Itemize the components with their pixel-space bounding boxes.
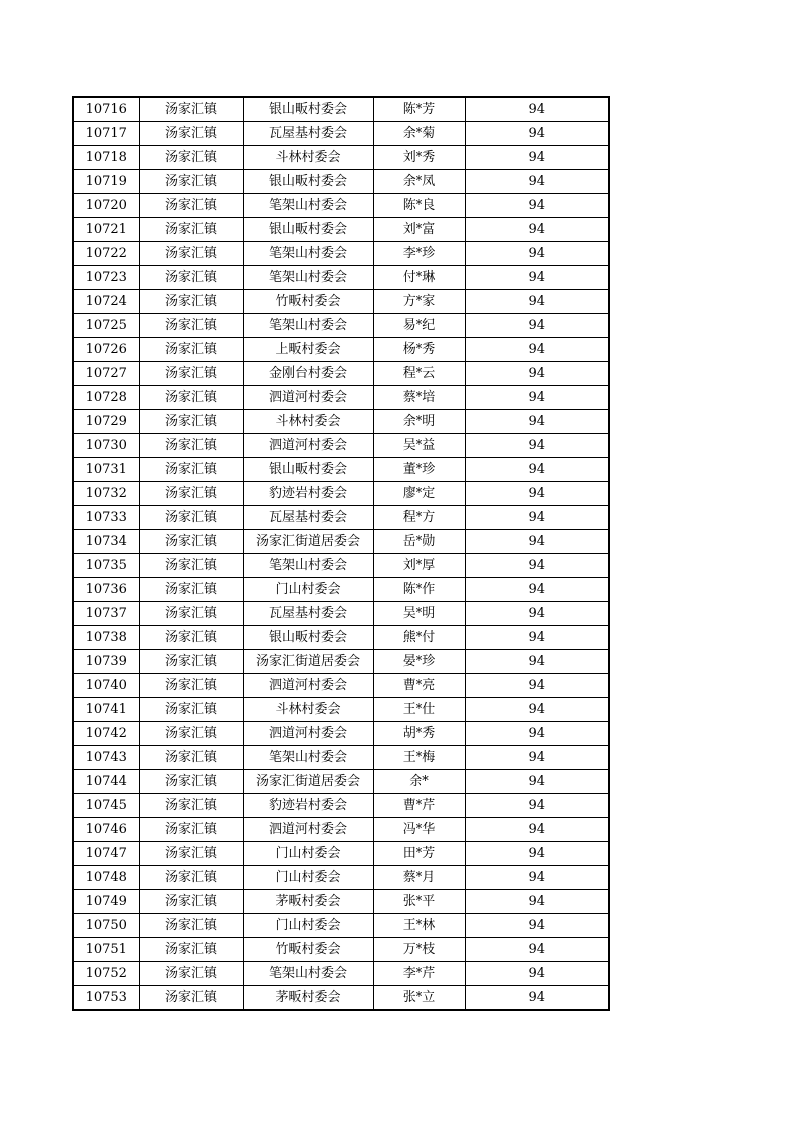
- table-row: [73, 434, 609, 458]
- cell-town: 汤家汇镇: [139, 458, 243, 482]
- cell-name: 田*芳: [373, 842, 465, 866]
- cell-village: 瓦屋基村委会: [243, 122, 373, 146]
- cell-village: 泗道河村委会: [243, 434, 373, 458]
- cell-id: 10743: [73, 746, 139, 770]
- cell-score: 94: [465, 218, 609, 242]
- cell-name: 曹*芹: [373, 794, 465, 818]
- cell-score: 94: [465, 578, 609, 602]
- cell-score: 94: [465, 986, 609, 1011]
- cell-town: 汤家汇镇: [139, 698, 243, 722]
- table-row: [73, 602, 609, 626]
- cell-town: 汤家汇镇: [139, 554, 243, 578]
- cell-score: 94: [465, 746, 609, 770]
- cell-town: 汤家汇镇: [139, 194, 243, 218]
- cell-score: 94: [465, 146, 609, 170]
- cell-id: 10719: [73, 170, 139, 194]
- cell-name: 熊*付: [373, 626, 465, 650]
- cell-id: 10745: [73, 794, 139, 818]
- table-row: [73, 554, 609, 578]
- table-row: [73, 722, 609, 746]
- cell-id: 10739: [73, 650, 139, 674]
- cell-village: 笔架山村委会: [243, 962, 373, 986]
- cell-village: 银山畈村委会: [243, 97, 373, 122]
- cell-id: 10727: [73, 362, 139, 386]
- cell-town: 汤家汇镇: [139, 410, 243, 434]
- cell-village: 汤家汇街道居委会: [243, 530, 373, 554]
- table-row: [73, 890, 609, 914]
- cell-town: 汤家汇镇: [139, 242, 243, 266]
- table-row: [73, 962, 609, 986]
- cell-town: 汤家汇镇: [139, 674, 243, 698]
- cell-score: 94: [465, 770, 609, 794]
- cell-village: 泗道河村委会: [243, 674, 373, 698]
- table-row: [73, 170, 609, 194]
- cell-town: 汤家汇镇: [139, 746, 243, 770]
- cell-name: 岳*勋: [373, 530, 465, 554]
- cell-id: 10723: [73, 266, 139, 290]
- table-row: [73, 770, 609, 794]
- cell-name: 刘*秀: [373, 146, 465, 170]
- cell-id: 10728: [73, 386, 139, 410]
- cell-name: 余*: [373, 770, 465, 794]
- cell-name: 刘*富: [373, 218, 465, 242]
- cell-name: 程*方: [373, 506, 465, 530]
- cell-name: 吴*益: [373, 434, 465, 458]
- table-row: [73, 506, 609, 530]
- cell-id: 10740: [73, 674, 139, 698]
- cell-id: 10735: [73, 554, 139, 578]
- cell-town: 汤家汇镇: [139, 482, 243, 506]
- cell-town: 汤家汇镇: [139, 266, 243, 290]
- cell-id: 10751: [73, 938, 139, 962]
- cell-village: 门山村委会: [243, 842, 373, 866]
- cell-village: 银山畈村委会: [243, 458, 373, 482]
- cell-town: 汤家汇镇: [139, 866, 243, 890]
- cell-village: 笔架山村委会: [243, 242, 373, 266]
- cell-town: 汤家汇镇: [139, 362, 243, 386]
- cell-id: 10742: [73, 722, 139, 746]
- cell-village: 竹畈村委会: [243, 290, 373, 314]
- cell-town: 汤家汇镇: [139, 530, 243, 554]
- cell-name: 胡*秀: [373, 722, 465, 746]
- cell-id: 10730: [73, 434, 139, 458]
- cell-town: 汤家汇镇: [139, 290, 243, 314]
- cell-village: 门山村委会: [243, 866, 373, 890]
- cell-score: 94: [465, 122, 609, 146]
- cell-id: 10724: [73, 290, 139, 314]
- table-row: [73, 410, 609, 434]
- cell-id: 10718: [73, 146, 139, 170]
- cell-id: 10726: [73, 338, 139, 362]
- cell-id: 10749: [73, 890, 139, 914]
- table-row: [73, 914, 609, 938]
- cell-village: 斗林村委会: [243, 410, 373, 434]
- cell-score: 94: [465, 794, 609, 818]
- cell-town: 汤家汇镇: [139, 314, 243, 338]
- cell-id: 10732: [73, 482, 139, 506]
- cell-score: 94: [465, 97, 609, 122]
- table-row: [73, 530, 609, 554]
- cell-village: 笔架山村委会: [243, 194, 373, 218]
- cell-village: 瓦屋基村委会: [243, 602, 373, 626]
- cell-town: 汤家汇镇: [139, 170, 243, 194]
- table-row: [73, 97, 609, 122]
- cell-town: 汤家汇镇: [139, 338, 243, 362]
- cell-town: 汤家汇镇: [139, 146, 243, 170]
- cell-town: 汤家汇镇: [139, 626, 243, 650]
- cell-id: 10733: [73, 506, 139, 530]
- cell-name: 蔡*培: [373, 386, 465, 410]
- cell-town: 汤家汇镇: [139, 770, 243, 794]
- cell-village: 银山畈村委会: [243, 218, 373, 242]
- cell-name: 蔡*月: [373, 866, 465, 890]
- cell-id: 10734: [73, 530, 139, 554]
- cell-name: 刘*厚: [373, 554, 465, 578]
- cell-name: 易*纪: [373, 314, 465, 338]
- cell-score: 94: [465, 266, 609, 290]
- cell-score: 94: [465, 386, 609, 410]
- cell-village: 茅畈村委会: [243, 890, 373, 914]
- table-row: [73, 698, 609, 722]
- cell-score: 94: [465, 890, 609, 914]
- cell-score: 94: [465, 410, 609, 434]
- cell-score: 94: [465, 698, 609, 722]
- cell-id: 10720: [73, 194, 139, 218]
- table-body: [73, 97, 609, 1010]
- table-row: [73, 842, 609, 866]
- cell-name: 万*枝: [373, 938, 465, 962]
- cell-name: 李*芹: [373, 962, 465, 986]
- cell-town: 汤家汇镇: [139, 602, 243, 626]
- cell-town: 汤家汇镇: [139, 842, 243, 866]
- table-row: [73, 746, 609, 770]
- cell-score: 94: [465, 602, 609, 626]
- cell-score: 94: [465, 362, 609, 386]
- table-row: [73, 626, 609, 650]
- table-row: [73, 866, 609, 890]
- cell-name: 王*梅: [373, 746, 465, 770]
- cell-name: 杨*秀: [373, 338, 465, 362]
- cell-name: 余*凤: [373, 170, 465, 194]
- cell-village: 笔架山村委会: [243, 266, 373, 290]
- cell-town: 汤家汇镇: [139, 722, 243, 746]
- cell-id: 10744: [73, 770, 139, 794]
- table-row: [73, 218, 609, 242]
- cell-village: 泗道河村委会: [243, 386, 373, 410]
- cell-name: 陈*芳: [373, 97, 465, 122]
- cell-village: 斗林村委会: [243, 146, 373, 170]
- cell-name: 王*林: [373, 914, 465, 938]
- cell-town: 汤家汇镇: [139, 794, 243, 818]
- table-row: [73, 266, 609, 290]
- cell-village: 竹畈村委会: [243, 938, 373, 962]
- cell-score: 94: [465, 314, 609, 338]
- cell-name: 方*家: [373, 290, 465, 314]
- cell-score: 94: [465, 626, 609, 650]
- cell-id: 10736: [73, 578, 139, 602]
- cell-village: 茅畈村委会: [243, 986, 373, 1011]
- cell-village: 银山畈村委会: [243, 626, 373, 650]
- cell-score: 94: [465, 170, 609, 194]
- cell-name: 付*琳: [373, 266, 465, 290]
- cell-name: 李*珍: [373, 242, 465, 266]
- cell-village: 汤家汇街道居委会: [243, 770, 373, 794]
- cell-village: 汤家汇街道居委会: [243, 650, 373, 674]
- cell-name: 吴*明: [373, 602, 465, 626]
- cell-town: 汤家汇镇: [139, 97, 243, 122]
- cell-town: 汤家汇镇: [139, 386, 243, 410]
- cell-town: 汤家汇镇: [139, 986, 243, 1011]
- cell-town: 汤家汇镇: [139, 914, 243, 938]
- cell-town: 汤家汇镇: [139, 218, 243, 242]
- cell-town: 汤家汇镇: [139, 122, 243, 146]
- cell-id: 10738: [73, 626, 139, 650]
- table-row: [73, 122, 609, 146]
- table-row: [73, 794, 609, 818]
- cell-id: 10722: [73, 242, 139, 266]
- cell-score: 94: [465, 554, 609, 578]
- cell-town: 汤家汇镇: [139, 890, 243, 914]
- cell-village: 门山村委会: [243, 914, 373, 938]
- cell-id: 10746: [73, 818, 139, 842]
- cell-score: 94: [465, 506, 609, 530]
- cell-id: 10750: [73, 914, 139, 938]
- cell-score: 94: [465, 842, 609, 866]
- cell-village: 笔架山村委会: [243, 554, 373, 578]
- table-row: [73, 290, 609, 314]
- table-row: [73, 338, 609, 362]
- cell-id: 10752: [73, 962, 139, 986]
- cell-id: 10717: [73, 122, 139, 146]
- table-row: [73, 482, 609, 506]
- cell-score: 94: [465, 290, 609, 314]
- table-row: [73, 314, 609, 338]
- table-row: [73, 194, 609, 218]
- cell-village: 泗道河村委会: [243, 818, 373, 842]
- cell-village: 瓦屋基村委会: [243, 506, 373, 530]
- cell-id: 10716: [73, 97, 139, 122]
- cell-score: 94: [465, 650, 609, 674]
- table-row: [73, 818, 609, 842]
- cell-id: 10731: [73, 458, 139, 482]
- table-row: [73, 938, 609, 962]
- cell-name: 张*平: [373, 890, 465, 914]
- table-row: [73, 146, 609, 170]
- table-row: [73, 674, 609, 698]
- cell-id: 10741: [73, 698, 139, 722]
- cell-id: 10748: [73, 866, 139, 890]
- cell-score: 94: [465, 434, 609, 458]
- table-row: [73, 578, 609, 602]
- table-row: [73, 386, 609, 410]
- cell-village: 门山村委会: [243, 578, 373, 602]
- cell-score: 94: [465, 962, 609, 986]
- cell-town: 汤家汇镇: [139, 578, 243, 602]
- cell-score: 94: [465, 722, 609, 746]
- cell-score: 94: [465, 242, 609, 266]
- cell-name: 冯*华: [373, 818, 465, 842]
- cell-town: 汤家汇镇: [139, 818, 243, 842]
- cell-score: 94: [465, 482, 609, 506]
- cell-score: 94: [465, 866, 609, 890]
- cell-village: 笔架山村委会: [243, 746, 373, 770]
- cell-village: 泗道河村委会: [243, 722, 373, 746]
- data-table: [72, 96, 610, 1011]
- cell-name: 陈*良: [373, 194, 465, 218]
- table-row: [73, 242, 609, 266]
- cell-id: 10753: [73, 986, 139, 1011]
- cell-town: 汤家汇镇: [139, 962, 243, 986]
- cell-score: 94: [465, 530, 609, 554]
- table-row: [73, 362, 609, 386]
- cell-town: 汤家汇镇: [139, 506, 243, 530]
- cell-id: 10737: [73, 602, 139, 626]
- table-row: [73, 458, 609, 482]
- cell-id: 10725: [73, 314, 139, 338]
- cell-village: 金刚台村委会: [243, 362, 373, 386]
- cell-score: 94: [465, 674, 609, 698]
- cell-score: 94: [465, 818, 609, 842]
- cell-score: 94: [465, 458, 609, 482]
- cell-score: 94: [465, 194, 609, 218]
- cell-id: 10729: [73, 410, 139, 434]
- table-row: [73, 986, 609, 1011]
- cell-village: 笔架山村委会: [243, 314, 373, 338]
- cell-town: 汤家汇镇: [139, 650, 243, 674]
- cell-village: 斗林村委会: [243, 698, 373, 722]
- cell-name: 曹*亮: [373, 674, 465, 698]
- cell-village: 豹迹岩村委会: [243, 482, 373, 506]
- cell-name: 余*明: [373, 410, 465, 434]
- cell-village: 银山畈村委会: [243, 170, 373, 194]
- cell-id: 10747: [73, 842, 139, 866]
- table-row: [73, 650, 609, 674]
- cell-name: 晏*珍: [373, 650, 465, 674]
- cell-score: 94: [465, 338, 609, 362]
- cell-town: 汤家汇镇: [139, 938, 243, 962]
- cell-score: 94: [465, 914, 609, 938]
- cell-name: 廖*定: [373, 482, 465, 506]
- cell-score: 94: [465, 938, 609, 962]
- cell-name: 董*珍: [373, 458, 465, 482]
- cell-name: 程*云: [373, 362, 465, 386]
- cell-id: 10721: [73, 218, 139, 242]
- cell-name: 张*立: [373, 986, 465, 1011]
- cell-name: 余*菊: [373, 122, 465, 146]
- cell-town: 汤家汇镇: [139, 434, 243, 458]
- cell-name: 陈*作: [373, 578, 465, 602]
- cell-village: 豹迹岩村委会: [243, 794, 373, 818]
- cell-village: 上畈村委会: [243, 338, 373, 362]
- cell-name: 王*仕: [373, 698, 465, 722]
